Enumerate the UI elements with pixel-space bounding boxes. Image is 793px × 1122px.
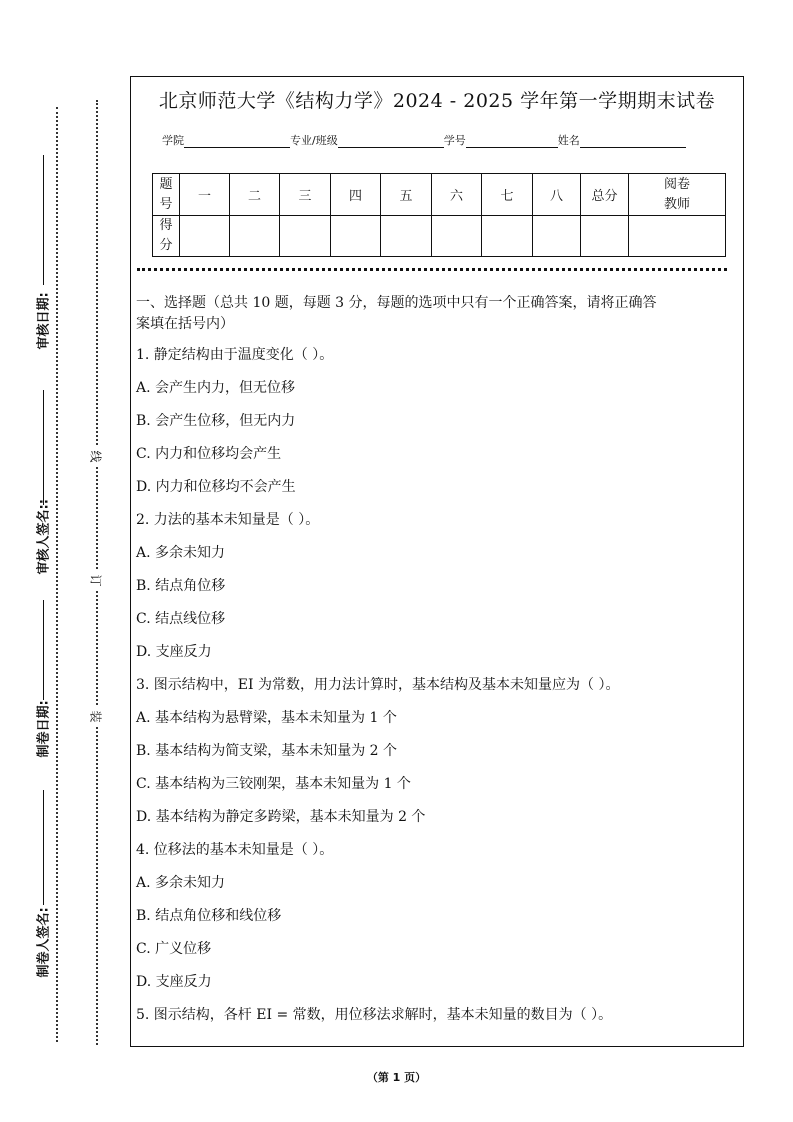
question-line: 5. 图示结构，各杆 EI = 常数，用位移法求解时，基本未知量的数目为（ ）。 [136, 1007, 613, 1023]
option-line: B. 基本结构为简支梁，基本未知量为 2 个 [136, 743, 397, 759]
binding-char-line: 线 [88, 447, 105, 467]
student-id-field[interactable] [466, 135, 558, 148]
option-line: B. 结点角位移 [136, 578, 226, 594]
option-line: A. 基本结构为悬臂梁，基本未知量为 1 个 [136, 710, 397, 726]
reviewer-signature-line [43, 390, 44, 505]
score-cell[interactable] [280, 216, 331, 257]
option-line: A. 会产生内力，但无位移 [136, 380, 296, 396]
score-label: 得 分 [153, 216, 180, 257]
score-cell[interactable] [180, 216, 230, 257]
option-line: C. 基本结构为三铰刚架，基本未知量为 1 个 [136, 776, 411, 792]
review-date-label: 审核日期: [36, 292, 52, 350]
prepare-date-line [43, 600, 44, 700]
reviewer-cell[interactable] [629, 216, 726, 257]
option-line: B. 会产生位移，但无内力 [136, 413, 296, 429]
option-line: D. 内力和位移均不会产生 [136, 479, 296, 495]
college-field[interactable] [184, 135, 290, 148]
option-line: B. 结点角位移和线位移 [136, 908, 282, 924]
review-date-line [43, 155, 44, 285]
page-number: （第 1 页） [366, 1071, 427, 1084]
question-line: 1. 静定结构由于温度变化（ ）。 [136, 347, 334, 363]
column-header: 三 [280, 174, 331, 216]
name-label: 姓名 [557, 134, 580, 147]
question-number-label: 题 号 [153, 174, 180, 216]
binding-char-bind: 订 [88, 571, 105, 591]
college-label: 学院 [162, 134, 184, 147]
major-field[interactable] [338, 135, 444, 148]
option-line: D. 基本结构为静定多跨梁，基本未知量为 2 个 [136, 809, 426, 825]
column-header: 八 [533, 174, 581, 216]
column-header: 六 [432, 174, 482, 216]
column-header: 二 [230, 174, 280, 216]
score-cell[interactable] [533, 216, 581, 257]
student-info-row [162, 132, 722, 148]
column-header: 四 [331, 174, 381, 216]
score-table-score-row [153, 216, 726, 257]
separator-dotted-line [137, 268, 727, 271]
column-header: 五 [381, 174, 432, 216]
preparer-signature-line [43, 790, 44, 905]
question-line: 4. 位移法的基本未知量是（ ）。 [136, 842, 334, 858]
score-table-header-row [153, 174, 726, 216]
reviewer-header: 阅卷 教师 [629, 174, 726, 216]
binding-char-fold: 装 [88, 707, 105, 727]
name-field[interactable] [580, 135, 686, 148]
exam-title: 北京师范大学《结构力学》2024 - 2025 学年第一学期期末试卷 [158, 90, 716, 112]
column-header: 七 [482, 174, 533, 216]
option-line: D. 支座反力 [136, 644, 212, 660]
question-line: 3. 图示结构中，EI 为常数，用力法计算时，基本结构及基本未知量应为（ ）。 [136, 677, 620, 693]
column-header: 一 [180, 174, 230, 216]
outer-dotted-line [56, 107, 58, 1042]
question-line: 2. 力法的基本未知量是（ ）。 [136, 512, 320, 528]
score-cell[interactable] [432, 216, 482, 257]
option-line: A. 多余未知力 [136, 875, 226, 891]
reviewer-signature-label: 审核人签名:: [36, 499, 52, 575]
option-line: C. 内力和位移均会产生 [136, 446, 282, 462]
major-label: 专业/班级 [290, 134, 338, 147]
preparer-signature-label: 制卷人签名: [36, 907, 52, 978]
score-cell[interactable] [230, 216, 280, 257]
section-header-cont: 案填在括号内） [136, 316, 234, 332]
section-header: 一、选择题（总共 10 题，每题 3 分，每题的选项中只有一个正确答案，请将正确答 [136, 295, 657, 311]
score-cell[interactable] [381, 216, 432, 257]
score-cell-total[interactable] [581, 216, 629, 257]
score-table [152, 173, 726, 257]
score-cell[interactable] [482, 216, 533, 257]
score-cell[interactable] [331, 216, 381, 257]
exam-frame [130, 76, 744, 1047]
prepare-date-label: 制卷日期: [36, 700, 52, 758]
option-line: A. 多余未知力 [136, 545, 226, 561]
option-line: C. 结点线位移 [136, 611, 226, 627]
column-header-total: 总分 [581, 174, 629, 216]
option-line: D. 支座反力 [136, 974, 212, 990]
option-line: C. 广义位移 [136, 941, 212, 957]
student-id-label: 学号 [443, 134, 466, 147]
